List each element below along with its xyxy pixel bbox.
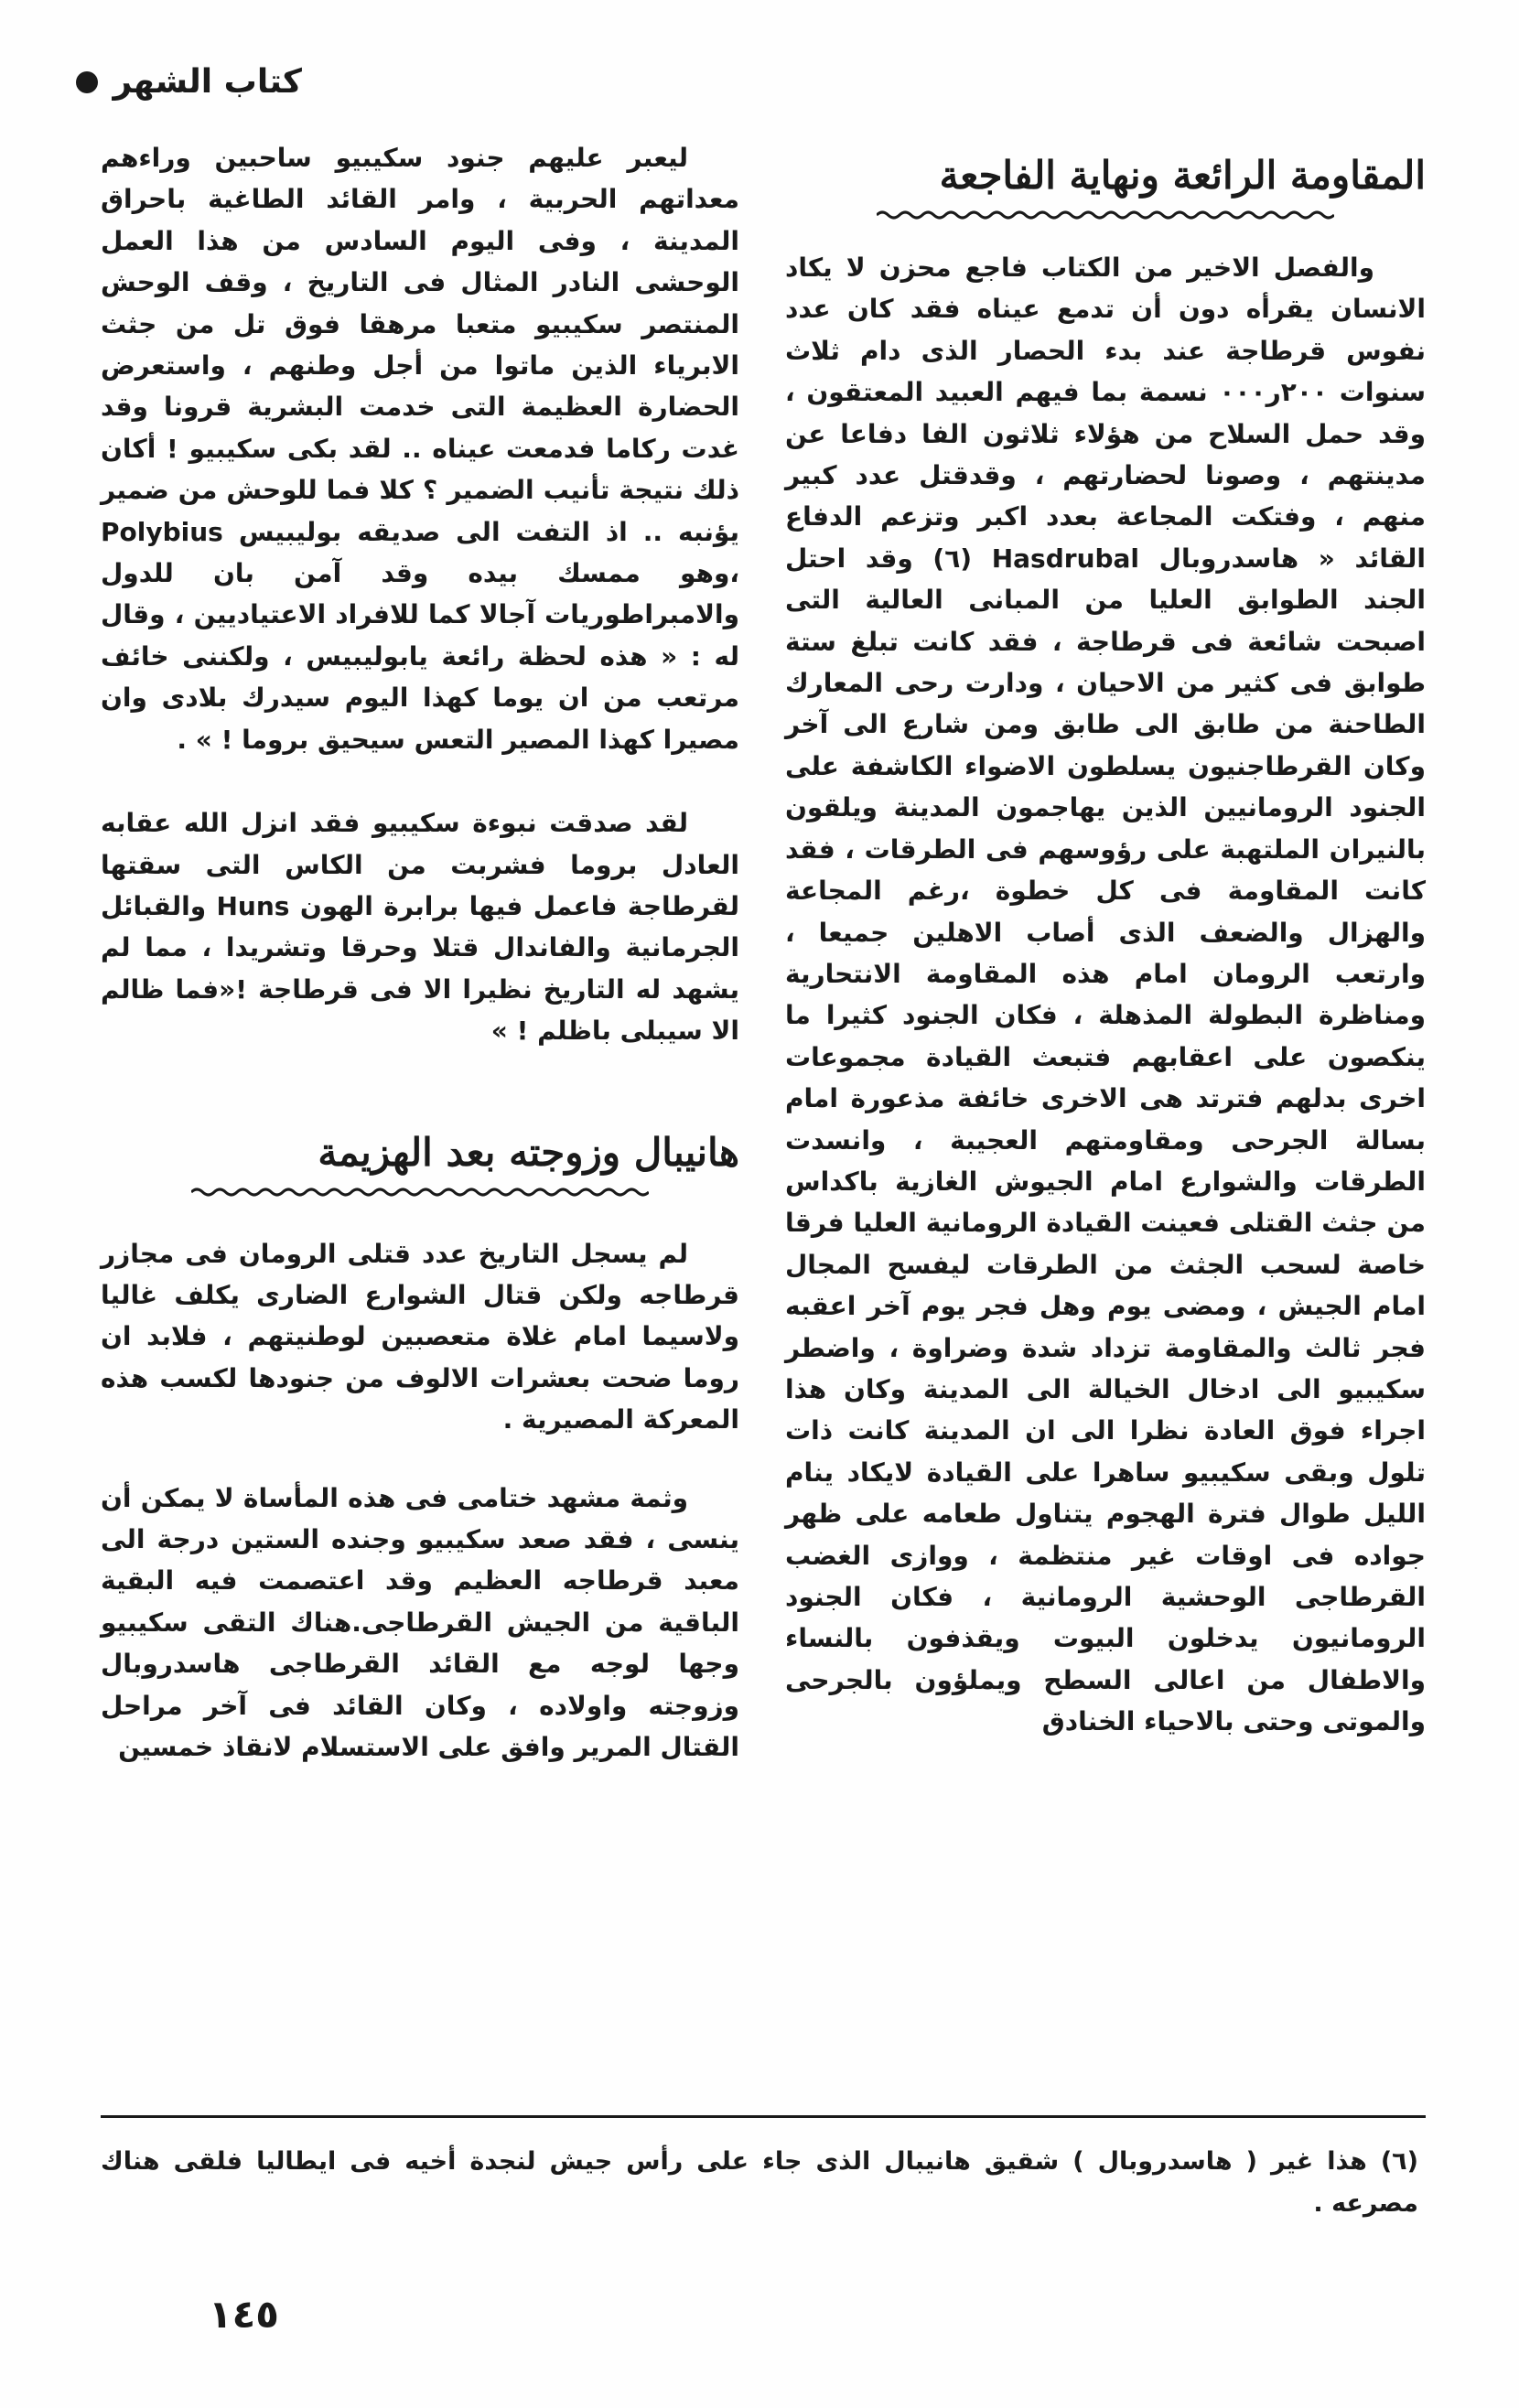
- page-number: ١٤٥: [209, 2292, 279, 2337]
- paragraph-final-scene: وثمة مشهد ختامى فى هذه المأساة لا يمكن أن ينسى ، فقد صعد سكيبيو وجنده الستين درجة الى معبد قرطاجه العظيم وقد اعتصمت فيه البقية الباقية من الجيش القرطاجى.هناك التقى سكيبيو وجها لوجه مع القائد القرطاجى هاسدروبال وزوجته واولاده ، وكان القائد فى آخر مراحل القتال المرير وافق على الاستسلام لانقاذ خمسين: [101, 1482, 739, 1762]
- footnote-text: (٦) هذا غير ( هاسدروبال ) شقيق هانيبال الذى جاء على رأس جيش لنجدة أخيه فى ايطاليا فلقى هناك مصرعه .: [101, 2147, 1418, 2218]
- section-title-resistance: المقاومة الرائعة ونهاية الفاجعة: [939, 153, 1426, 198]
- left-column: [101, 137, 739, 1768]
- right-column: [785, 137, 1426, 1743]
- section-title-hannibal-wife: هانيبال وزوجته بعد الهزيمة: [318, 1129, 739, 1175]
- running-header: [27, 55, 302, 110]
- paragraph-roman-casualties: لم يسجل التاريخ عدد قتلى الرومان فى مجازر قرطاجه ولكن قتال الشوارع الضارى يكلف غاليا ولاسيما امام غلاة متعصبين لوطنيتهم ، فلابد ان روما ضحت بعشرات الالوف من جنودها لكسب هذه المعركة المصيرية .: [101, 1238, 739, 1435]
- paragraph-prophecy: لقد صدقت نبوءة سكيبيو فقد انزل الله عقابه العادل بروما فشربت من الكاس التى سقتها لقرطاجة فاعمل فيها برابرة الهون Huns والقبائل الجرمانية والفاندال قتلا وحرقا وتشريدا ، مما لم يشهد له التاريخ نظيرا الا فى قرطاجة !«فما ظالم الا سيبلى باظلم ! »: [101, 808, 739, 1047]
- footnote: [101, 2141, 1418, 2225]
- title-underline-squiggle: [877, 209, 1334, 221]
- paragraph-scipio-weeps: ليعبر عليهم جنود سكيبيو ساحبين وراءهم معداتهم الحربية ، وامر القائد الطاغية باحراق المدينة ، وفى اليوم السادس من هذا العمل الوحشى النادر المثال فى التاريخ ، وقف الوحش المنتصر سكيبيو متعبا مرهقا فوق تل من جثث الابرياء الذين ماتوا من أجل وطنهم ، واستعرض الحضارة العظيمة التى خدمت البشرية قرونا وقد غدت ركاما فدمعت عيناه .. لقد بكى سكيبيو ! أكان ذلك نتيجة تأنيب الضمير ؟ كلا فما للوحش من ضمير يؤنبه .. اذ التفت الى صديقه بوليبيس Polybius ،وهو ممسك بيده وقد آمن بان للدول والامبراطوريات آجالا كما للافراد الاعتياديين ، وقال له : « هذه لحظة رائعة يابوليبيس ، ولكننى خائف مرتعب من ان يوما كهذا اليوم سيدرك بلادى وان مصيرا كهذا المصير التعس سيحيق بروما ! » .: [101, 143, 739, 755]
- paragraph-resistance: والفصل الاخير من الكتاب فاجع محزن لا يكاد الانسان يقرأه دون أن تدمع عيناه فقد كان عدد نفوس قرطاجة عند بدء الحصار الذى دام ثلاث سنوات ٢٠٠ر٠٠٠ نسمة بما فيهم العبيد المعتقون ، وقد حمل السلاح من هؤلاء ثلاثون الفا دفاعا عن مدينتهم ، وصونا لحضارتهم ، وقدقتل عدد كبير منهم ، وفتكت المجاعة بعدد اكبر وتزعم الدفاع القائد « هاسدروبال Hasdrubal (٦) وقد احتل الجند الطوابق العليا من المبانى العالية التى اصبحت شائعة فى قرطاجة ، فقد كانت تبلغ ستة طوابق فى كثير من الاحيان ، ودارت رحى المعارك الطاحنة من طابق الى طابق ومن شارع الى آخر وكان القرطاجنيون يسلطون الاضواء الكاشفة على الجنود الرومانيين الذين يهاجمون المدينة ويلقون بالنيران الملتهبة على رؤوسهم فى الطرقات ، فقد كانت المقاومة فى كل خطوة ،رغم المجاعة والهزال والضعف الذى أصاب الاهلين جميعا ، وارتعب الرومان امام هذه المقاومة الانتحارية ومناظرة البطولة المذهلة ، فكان الجنود كثيرا ما ينكصون على اعقابهم فتبعث القيادة مجموعات اخرى بدلهم فترتد هى الاخرى خائفة مذعورة امام بسالة الجرحى ومقاومتهم العجيبة ، وانسدت الطرقات والشوارع امام الجيوش الغازية باكداس من جثث القتلى فعينت القيادة الرومانية العليا فرقا خاصة لسحب الجثث من الطرقات ليفسح المجال امام الجيش ، ومضى يوم وهل فجر يوم آخر اعقبه فجر ثالث والمقاومة تزداد شدة وضراوة ، واضطر سكيبيو الى ادخال الخيالة الى المدينة وكان هذا اجراء فوق العادة نظرا الى ان المدينة كانت ذات تلول وبقى سكيبيو ساهرا على القيادة لايكاد ينام الليل طوال فترة الهجوم يتناول طعامه على ظهر جواده فى اوقات غير منتظمة ، ووازى الغضب القرطاجى الوحشية الرومانية ، فكان الجنود الرومانيون يدخلون البيوت ويقذفون بالنساء والاطفال من اعالى السطح ويملؤون بالجرحى والموتى وحتى بالاحياء الخنادق: [785, 253, 1426, 1737]
- bullet-dot-icon: [76, 71, 98, 93]
- title-underline-squiggle: [191, 1186, 649, 1199]
- footnote-divider: [101, 2115, 1426, 2118]
- header-title: كتاب الشهر: [113, 63, 302, 101]
